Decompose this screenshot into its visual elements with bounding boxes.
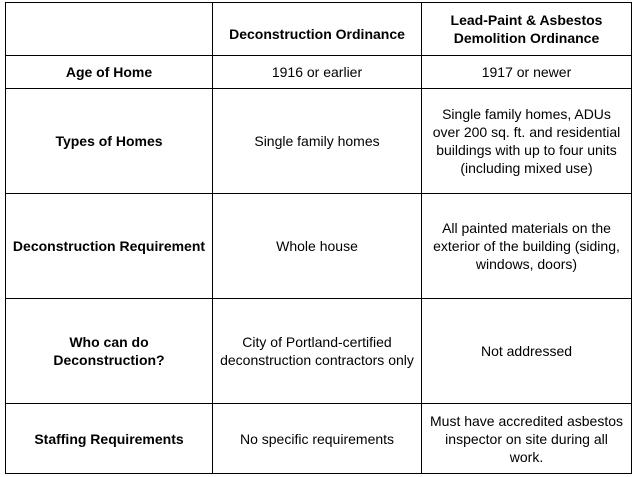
cell-demolition-age: 1917 or newer <box>422 56 632 89</box>
row-label-who-can-do: Who can do Deconstruction? <box>6 299 213 404</box>
table-row <box>6 299 632 404</box>
cell-deconstruction-age: 1916 or earlier <box>213 56 422 89</box>
header-row <box>6 3 632 56</box>
table-row <box>6 89 632 194</box>
header-demolition-ordinance: Lead-Paint & Asbestos Demolition Ordinance <box>422 3 632 56</box>
header-deconstruction-ordinance: Deconstruction Ordinance <box>213 3 422 56</box>
cell-demolition-requirement: All painted materials on the exterior of the building (siding, windows, doors) <box>422 194 632 299</box>
row-label-deconstruction-requirement: Deconstruction Requirement <box>6 194 213 299</box>
cell-deconstruction-staffing: No specific requirements <box>213 404 422 474</box>
cell-demolition-staffing: Must have accredited asbestos inspector on site during all work. <box>422 404 632 474</box>
comparison-table <box>5 2 632 474</box>
table-row <box>6 56 632 89</box>
table-row <box>6 194 632 299</box>
cell-deconstruction-types: Single family homes <box>213 89 422 194</box>
cell-deconstruction-who: City of Portland-certified deconstruction contractors only <box>213 299 422 404</box>
cell-demolition-who: Not addressed <box>422 299 632 404</box>
row-label-age-of-home: Age of Home <box>6 56 213 89</box>
cell-demolition-types: Single family homes, ADUs over 200 sq. ft. and residential buildings with up to four units (including mixed use) <box>422 89 632 194</box>
row-label-types-of-homes: Types of Homes <box>6 89 213 194</box>
table-row <box>6 404 632 474</box>
row-label-staffing: Staffing Requirements <box>6 404 213 474</box>
header-empty-cell <box>6 3 213 56</box>
cell-deconstruction-requirement: Whole house <box>213 194 422 299</box>
